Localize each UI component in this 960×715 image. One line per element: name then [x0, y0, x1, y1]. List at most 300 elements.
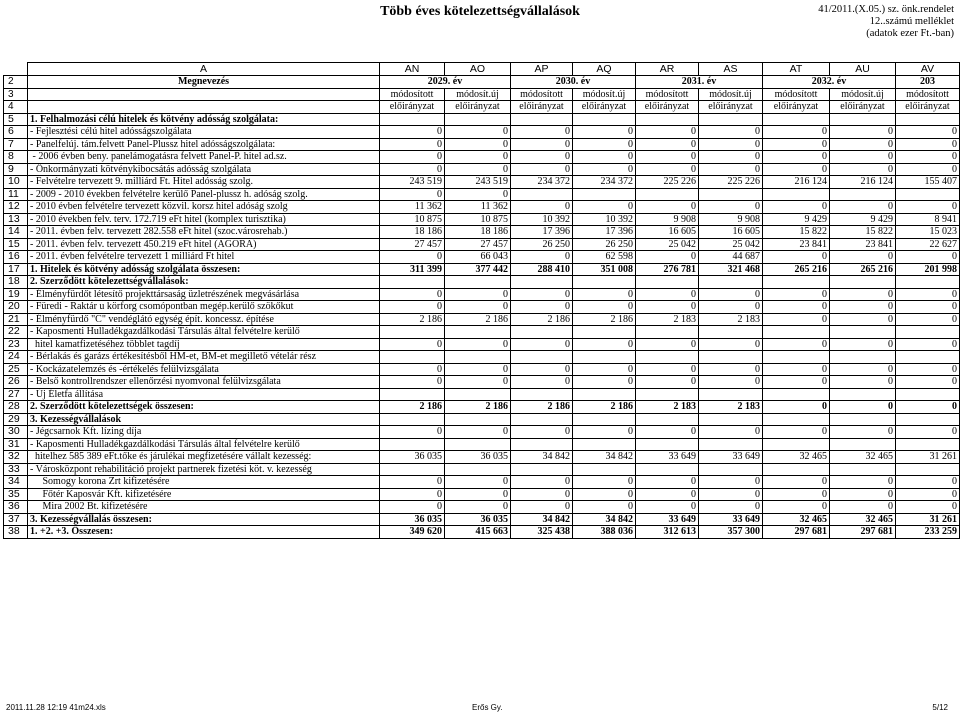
value-cell: 0: [896, 126, 960, 139]
value-cell: [445, 463, 511, 476]
value-cell: 0: [699, 488, 763, 501]
value-cell: 0: [380, 288, 445, 301]
value-cell: [896, 276, 960, 289]
value-cell: 0: [511, 376, 573, 389]
value-cell: [380, 276, 445, 289]
header-modified: módosított: [763, 88, 830, 101]
value-cell: 36 035: [445, 451, 511, 464]
row-number: 13: [4, 213, 28, 226]
value-cell: 0: [380, 151, 445, 164]
value-cell: 312 613: [636, 526, 699, 539]
value-cell: 321 468: [699, 263, 763, 276]
value-cell: 216 124: [763, 176, 830, 189]
corner-cell: [4, 63, 28, 76]
value-cell: 22 627: [896, 238, 960, 251]
value-cell: 34 842: [573, 513, 636, 526]
value-cell: [573, 388, 636, 401]
table-row: [4, 438, 960, 451]
value-cell: [380, 463, 445, 476]
row-number: 35: [4, 488, 28, 501]
table-row: [4, 313, 960, 326]
value-cell: 0: [763, 251, 830, 264]
row-number: 10: [4, 176, 28, 189]
value-cell: [830, 463, 896, 476]
value-cell: [896, 326, 960, 339]
value-cell: 0: [636, 251, 699, 264]
value-cell: 0: [896, 338, 960, 351]
header-name: Megnevezés: [28, 76, 380, 89]
year-header: 2030. év: [511, 76, 636, 89]
value-cell: 10 392: [573, 213, 636, 226]
value-cell: 0: [699, 163, 763, 176]
value-cell: 0: [445, 151, 511, 164]
value-cell: 0: [380, 488, 445, 501]
value-cell: 388 036: [573, 526, 636, 539]
year-header: 203: [896, 76, 960, 89]
value-cell: 351 008: [573, 263, 636, 276]
header-modified: módosított: [380, 88, 445, 101]
value-cell: [830, 413, 896, 426]
value-cell: [636, 113, 699, 126]
value-cell: [511, 388, 573, 401]
row-number: 14: [4, 226, 28, 239]
value-cell: 8 941: [896, 213, 960, 226]
value-cell: 0: [830, 288, 896, 301]
row-label: - 2011. évben felv. tervezett 450.219 eFt hitel (AGORA): [28, 238, 380, 251]
column-letter: AP: [511, 63, 573, 76]
value-cell: [445, 438, 511, 451]
value-cell: [636, 388, 699, 401]
value-cell: 0: [830, 476, 896, 489]
row-number: 38: [4, 526, 28, 539]
row-label: 2. Szerződött kötelezettségvállalások:: [28, 276, 380, 289]
value-cell: 0: [896, 401, 960, 414]
value-cell: 0: [763, 363, 830, 376]
value-cell: 0: [380, 138, 445, 151]
decree-number: 41/2011.(X.05.) sz. önk.rendelet: [818, 4, 954, 15]
value-cell: 0: [896, 201, 960, 214]
value-cell: [763, 438, 830, 451]
value-cell: 0: [699, 501, 763, 514]
header-modified: módosít.új: [830, 88, 896, 101]
value-cell: 0: [573, 201, 636, 214]
value-cell: 18 186: [445, 226, 511, 239]
value-cell: 2 183: [699, 401, 763, 414]
header-appropriation: előirányzat: [573, 101, 636, 114]
value-cell: 10 392: [511, 213, 573, 226]
value-cell: 32 465: [763, 513, 830, 526]
value-cell: 44 687: [699, 251, 763, 264]
value-cell: 0: [896, 376, 960, 389]
value-cell: 17 396: [511, 226, 573, 239]
row-label: 2. Szerződött kötelezettségek összesen:: [28, 401, 380, 414]
value-cell: 0: [699, 151, 763, 164]
table-row: [4, 238, 960, 251]
row-number: 36: [4, 501, 28, 514]
row-number: 4: [4, 101, 28, 114]
column-letter: AV: [896, 63, 960, 76]
value-cell: 0: [636, 151, 699, 164]
value-cell: [445, 276, 511, 289]
row-label: - Bérlakás és garázs értékesítésből HM-et, BM-et megillető vételár rész: [28, 351, 380, 364]
value-cell: 34 842: [573, 451, 636, 464]
header-modified: módosít.új: [699, 88, 763, 101]
value-cell: 11 362: [445, 201, 511, 214]
row-number: 24: [4, 351, 28, 364]
row-label: 3. Kezességvállalás összesen:: [28, 513, 380, 526]
table-row: [4, 338, 960, 351]
table-row: [4, 476, 960, 489]
value-cell: 2 186: [573, 401, 636, 414]
value-cell: [763, 113, 830, 126]
value-cell: 32 465: [830, 451, 896, 464]
value-cell: [380, 326, 445, 339]
value-cell: 0: [636, 126, 699, 139]
value-cell: [830, 438, 896, 451]
value-cell: [573, 463, 636, 476]
value-cell: 0: [830, 313, 896, 326]
row-number: 32: [4, 451, 28, 464]
value-cell: [573, 438, 636, 451]
value-cell: 0: [636, 501, 699, 514]
value-cell: 0: [830, 338, 896, 351]
row-label: - Kaposmenti Hulladékgazdálkodási Társulás által felvételre kerülő: [28, 438, 380, 451]
row-label: - Élményfürdőt létesítő projekttársaság üzletrészének megvásárlása: [28, 288, 380, 301]
value-cell: 0: [896, 288, 960, 301]
row-label: 1. Felhalmozási célú hitelek és kötvény adósság szolgálata:: [28, 113, 380, 126]
header-appropriation: előirányzat: [763, 101, 830, 114]
row-number: 33: [4, 463, 28, 476]
header-row: [4, 88, 960, 101]
value-cell: 0: [763, 501, 830, 514]
value-cell: 0: [511, 251, 573, 264]
value-cell: [573, 413, 636, 426]
value-cell: [830, 276, 896, 289]
value-cell: 0: [636, 363, 699, 376]
value-cell: 0: [830, 138, 896, 151]
table-row: [4, 126, 960, 139]
value-cell: 0: [830, 488, 896, 501]
table-row: [4, 138, 960, 151]
value-cell: 33 649: [699, 513, 763, 526]
value-cell: 0: [763, 313, 830, 326]
value-cell: 0: [830, 301, 896, 314]
value-cell: 0: [636, 488, 699, 501]
value-cell: 0: [830, 376, 896, 389]
value-cell: 297 681: [763, 526, 830, 539]
table-row: [4, 226, 960, 239]
value-cell: 33 649: [699, 451, 763, 464]
value-cell: 0: [445, 376, 511, 389]
year-header: 2029. év: [380, 76, 511, 89]
value-cell: [636, 413, 699, 426]
value-cell: 265 216: [830, 263, 896, 276]
value-cell: 23 841: [830, 238, 896, 251]
row-number: 8: [4, 151, 28, 164]
column-letter: AR: [636, 63, 699, 76]
value-cell: [896, 113, 960, 126]
value-cell: 16 605: [636, 226, 699, 239]
value-cell: [511, 113, 573, 126]
value-cell: 33 649: [636, 451, 699, 464]
value-cell: 0: [573, 476, 636, 489]
row-number: 34: [4, 476, 28, 489]
row-label: - Belső kontrollrendszer ellenőrzési nyomvonal felülvizsgálata: [28, 376, 380, 389]
value-cell: 0: [699, 138, 763, 151]
row-label: Somogy korona Zrt kifizetésére: [28, 476, 380, 489]
value-cell: 0: [896, 488, 960, 501]
header-appropriation: előirányzat: [511, 101, 573, 114]
value-cell: 26 250: [573, 238, 636, 251]
value-cell: 311 399: [380, 263, 445, 276]
value-cell: 0: [380, 363, 445, 376]
row-number: 2: [4, 76, 28, 89]
value-cell: [573, 351, 636, 364]
value-cell: 0: [511, 476, 573, 489]
value-cell: [445, 113, 511, 126]
value-cell: [896, 413, 960, 426]
value-cell: 0: [511, 151, 573, 164]
value-cell: 243 519: [445, 176, 511, 189]
value-cell: 25 042: [699, 238, 763, 251]
value-cell: [511, 351, 573, 364]
value-cell: 0: [830, 126, 896, 139]
value-cell: 0: [380, 163, 445, 176]
value-cell: 0: [511, 363, 573, 376]
row-number: 12: [4, 201, 28, 214]
value-cell: [830, 351, 896, 364]
value-cell: [896, 438, 960, 451]
row-label: - 2011. évben felv. tervezett 282.558 eFt hitel (szoc.városrehab.): [28, 226, 380, 239]
value-cell: 0: [763, 288, 830, 301]
value-cell: [830, 388, 896, 401]
column-letter: AU: [830, 63, 896, 76]
value-cell: 66 043: [445, 251, 511, 264]
value-cell: 0: [830, 426, 896, 439]
value-cell: [380, 438, 445, 451]
row-label: - 2011. évben felvételre tervezett 1 milliárd Ft hitel: [28, 251, 380, 264]
value-cell: [636, 276, 699, 289]
value-cell: 31 261: [896, 451, 960, 464]
value-cell: 0: [380, 188, 445, 201]
value-cell: 0: [763, 126, 830, 139]
value-cell: 0: [511, 288, 573, 301]
row-label: 3. Kezességvállalások: [28, 413, 380, 426]
value-cell: 0: [830, 501, 896, 514]
value-cell: 0: [699, 376, 763, 389]
row-number: 7: [4, 138, 28, 151]
value-cell: [636, 351, 699, 364]
value-cell: 0: [636, 338, 699, 351]
value-cell: 0: [511, 301, 573, 314]
value-cell: 0: [380, 126, 445, 139]
value-cell: 0: [511, 201, 573, 214]
value-cell: 0: [380, 338, 445, 351]
column-letter: A: [28, 63, 380, 76]
value-cell: [763, 413, 830, 426]
value-cell: 15 023: [896, 226, 960, 239]
value-cell: 34 842: [511, 513, 573, 526]
value-cell: 0: [699, 363, 763, 376]
value-cell: 18 186: [380, 226, 445, 239]
value-cell: 0: [699, 126, 763, 139]
value-cell: 0: [636, 288, 699, 301]
row-number: 19: [4, 288, 28, 301]
row-label: 1. +2. +3. Összesen:: [28, 526, 380, 539]
value-cell: 349 620: [380, 526, 445, 539]
row-label: - Felvételre tervezett 9. milliárd Ft. Hitel adósság szolg.: [28, 176, 380, 189]
column-letter: AQ: [573, 63, 636, 76]
value-cell: 0: [830, 201, 896, 214]
value-cell: 0: [763, 301, 830, 314]
header-appropriation: előirányzat: [636, 101, 699, 114]
header-blank: [28, 101, 380, 114]
value-cell: [763, 463, 830, 476]
value-cell: 357 300: [699, 526, 763, 539]
value-cell: [380, 113, 445, 126]
value-cell: 2 186: [511, 401, 573, 414]
value-cell: [830, 113, 896, 126]
table-row: [4, 451, 960, 464]
value-cell: 201 998: [896, 263, 960, 276]
value-cell: 0: [636, 476, 699, 489]
table-row: [4, 188, 960, 201]
table-row: [4, 176, 960, 189]
header-appropriation: előirányzat: [830, 101, 896, 114]
table-row: [4, 288, 960, 301]
value-cell: 32 465: [830, 513, 896, 526]
page-number: 5/12: [932, 703, 948, 712]
value-cell: 243 519: [380, 176, 445, 189]
value-cell: 26 250: [511, 238, 573, 251]
row-label: - Városközpont rehabilitáció projekt partnerek fizetési köt. v. kezesség: [28, 463, 380, 476]
table-row: [4, 463, 960, 476]
value-cell: 0: [763, 201, 830, 214]
value-cell: 0: [830, 151, 896, 164]
value-cell: [699, 113, 763, 126]
value-cell: 0: [573, 301, 636, 314]
value-cell: [699, 351, 763, 364]
table-row: [4, 413, 960, 426]
row-label: 1. Hitelek és kötvény adósság szolgálata összesen:: [28, 263, 380, 276]
row-number: 17: [4, 263, 28, 276]
value-cell: 0: [763, 476, 830, 489]
value-cell: 0: [445, 476, 511, 489]
value-cell: 0: [763, 488, 830, 501]
table-row: [4, 213, 960, 226]
table-row: [4, 276, 960, 289]
value-cell: 27 457: [445, 238, 511, 251]
value-cell: 0: [573, 376, 636, 389]
value-cell: [573, 276, 636, 289]
value-cell: 2 186: [511, 313, 573, 326]
value-cell: 36 035: [380, 513, 445, 526]
value-cell: 0: [636, 163, 699, 176]
row-number: 6: [4, 126, 28, 139]
value-cell: 0: [445, 488, 511, 501]
value-cell: 0: [763, 151, 830, 164]
value-cell: 0: [573, 338, 636, 351]
value-cell: 0: [445, 301, 511, 314]
value-cell: 2 186: [380, 401, 445, 414]
value-cell: 0: [445, 138, 511, 151]
value-cell: [445, 413, 511, 426]
value-cell: [511, 276, 573, 289]
value-cell: [896, 188, 960, 201]
document-reference: [818, 4, 954, 40]
value-cell: [445, 351, 511, 364]
value-cell: [763, 326, 830, 339]
value-cell: [830, 326, 896, 339]
value-cell: 0: [896, 501, 960, 514]
row-number: 26: [4, 376, 28, 389]
year-header: 2032. év: [763, 76, 896, 89]
value-cell: [636, 438, 699, 451]
table-row: [4, 326, 960, 339]
value-cell: 0: [573, 501, 636, 514]
value-cell: 34 842: [511, 451, 573, 464]
value-cell: 0: [763, 401, 830, 414]
row-number: 21: [4, 313, 28, 326]
table-row: [4, 113, 960, 126]
value-cell: [573, 188, 636, 201]
value-cell: 0: [636, 376, 699, 389]
row-label: - Élményfürdő "C" vendéglátó egység épít. koncessz. építése: [28, 313, 380, 326]
table-row: [4, 263, 960, 276]
value-cell: 0: [445, 338, 511, 351]
value-cell: 0: [636, 301, 699, 314]
column-letter: AT: [763, 63, 830, 76]
row-number: 23: [4, 338, 28, 351]
value-cell: 288 410: [511, 263, 573, 276]
value-cell: 0: [445, 288, 511, 301]
header-appropriation: előirányzat: [380, 101, 445, 114]
value-cell: 9 908: [699, 213, 763, 226]
value-cell: 0: [896, 251, 960, 264]
row-number: 15: [4, 238, 28, 251]
row-label: hitel kamatfizetéséhez többlet tagdíj: [28, 338, 380, 351]
value-cell: 0: [763, 376, 830, 389]
value-cell: 27 457: [380, 238, 445, 251]
row-label: - 2009 - 2010 években felvételre kerülő Panel-plussz h. adóság szolg.: [28, 188, 380, 201]
value-cell: 0: [445, 126, 511, 139]
value-cell: [573, 326, 636, 339]
value-cell: 0: [896, 426, 960, 439]
value-cell: 0: [896, 476, 960, 489]
value-cell: [896, 463, 960, 476]
value-cell: 0: [763, 163, 830, 176]
value-cell: 0: [830, 363, 896, 376]
table-row: [4, 401, 960, 414]
value-cell: 9 429: [763, 213, 830, 226]
value-cell: 0: [699, 476, 763, 489]
value-cell: 2 186: [445, 401, 511, 414]
value-cell: 0: [699, 288, 763, 301]
value-cell: 0: [445, 188, 511, 201]
value-cell: 0: [636, 426, 699, 439]
value-cell: 0: [636, 138, 699, 151]
value-cell: 0: [445, 163, 511, 176]
value-cell: 0: [380, 501, 445, 514]
value-cell: 0: [573, 138, 636, 151]
row-label: Mira 2002 Bt. kifizetésére: [28, 501, 380, 514]
value-cell: 33 649: [636, 513, 699, 526]
table-row: [4, 526, 960, 539]
value-cell: 0: [896, 313, 960, 326]
year-header: 2031. év: [636, 76, 763, 89]
table-row: [4, 351, 960, 364]
row-label: - Füredi - Raktár u körforg csomópontban megép.kerülő szökőkut: [28, 301, 380, 314]
